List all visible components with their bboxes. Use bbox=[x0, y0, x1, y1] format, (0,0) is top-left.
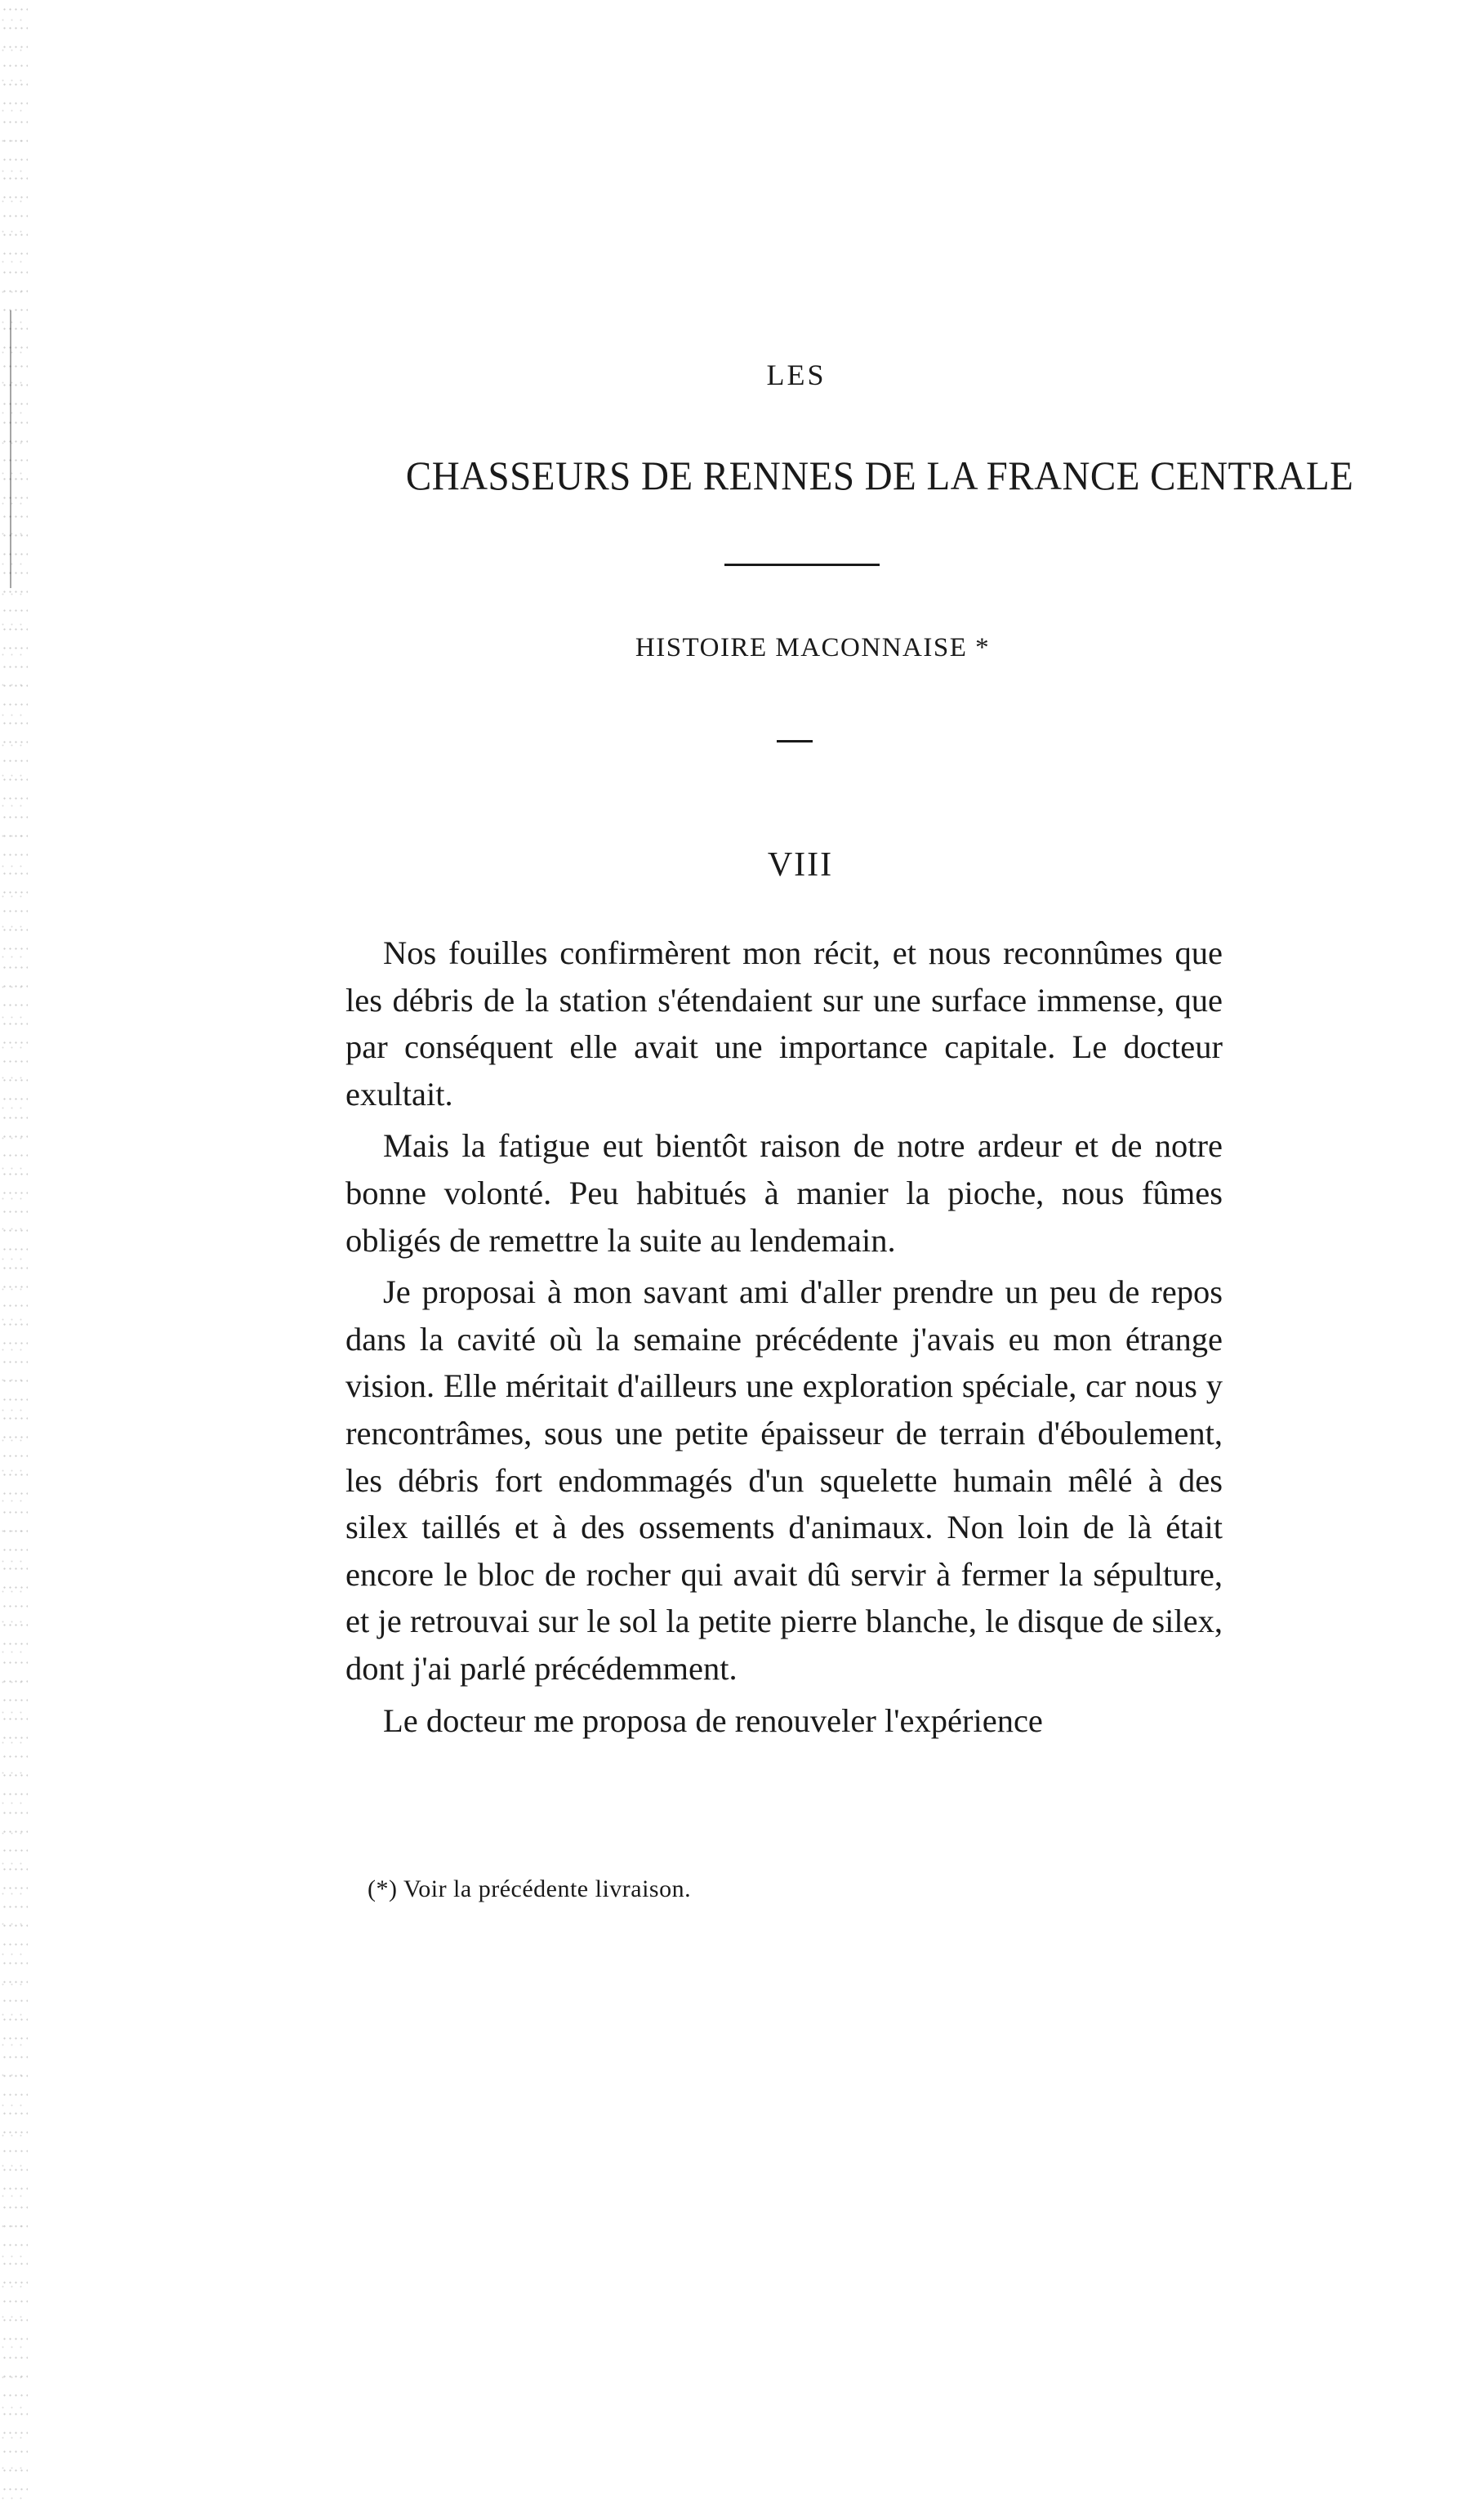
header-article: LES bbox=[766, 359, 827, 391]
title-divider bbox=[724, 564, 880, 566]
page-subtitle: HISTOIRE MACONNAISE * bbox=[635, 633, 991, 662]
chapter-number: VIII bbox=[767, 846, 834, 884]
paragraph-2: Mais la fatigue eut bientôt raison de notre ardeur et de notre bonne volonté. Peu habitués à manier la pioche, nous fûmes obligés de remettre la suite au lendemain. bbox=[345, 1127, 1223, 1259]
page-title: CHASSEURS DE RENNES DE LA FRANCE CENTRALE bbox=[405, 453, 1354, 498]
paragraph-1: Nos fouilles confirmèrent mon récit, et nous reconnûmes que les débris de la station s'étendaient sur une surface immense, que par conséquent elle avait une importance capitale. Le docteur exultait. bbox=[345, 934, 1223, 1113]
subtitle-divider bbox=[777, 740, 813, 742]
paragraph-4: Le docteur me proposa de renouveler l'expérience bbox=[383, 1701, 1043, 1739]
footnote: (*) Voir la précédente livraison. bbox=[368, 1875, 692, 1902]
scan-edge-mark bbox=[10, 310, 11, 588]
body-text bbox=[345, 930, 1223, 1749]
paragraph-3: Je proposai à mon savant ami d'aller prendre un peu de repos dans la cavité où la semaine précédente j'avais eu mon étrange vision. Elle méritait d'ailleurs une exploration spéciale, car nous y rencontrâmes, sous une petite épaisseur de terrain d'éboulement, les débris fort endommagés d'un squelette humain mêlé à des silex taillés et à des ossements d'animaux. Non loin de là était encore le bloc de rocher qui avait dû servir à fermer la sépulture, et je retrouvai sur le sol la petite pierre blanche, le disque de silex, dont j'ai parlé précédemment. bbox=[345, 1273, 1223, 1687]
